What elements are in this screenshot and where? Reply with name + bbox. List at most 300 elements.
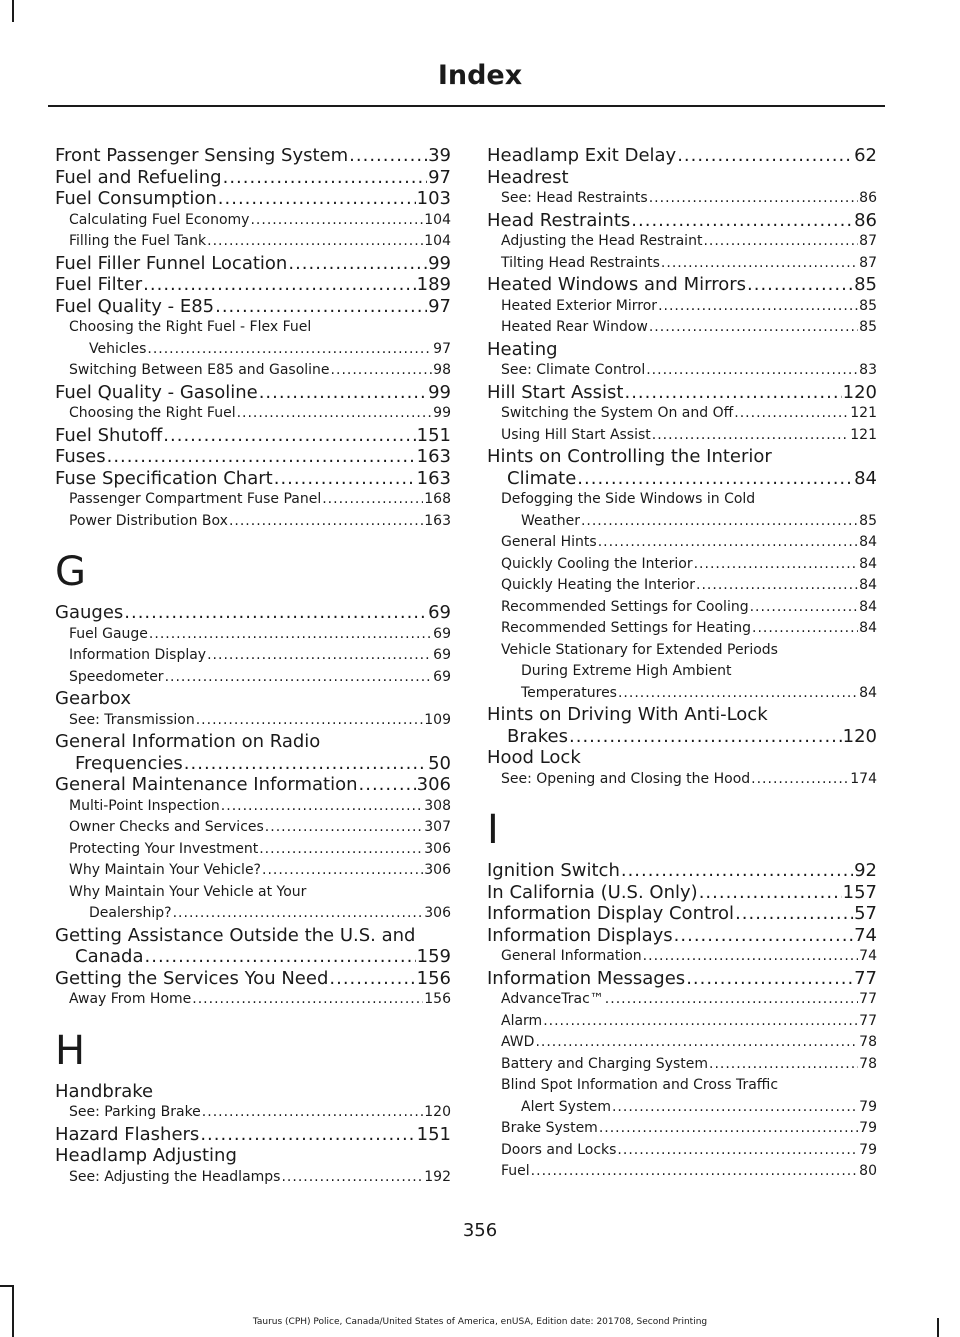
entry-text: Vehicles [89,340,147,357]
entry-text: Handbrake [55,1080,154,1102]
dot-leader [734,403,849,425]
dot-leader [165,667,433,689]
entry-text: Battery and Charging System [501,1055,708,1072]
index-subentry [55,710,451,732]
dot-leader [747,274,853,296]
entry-line [55,1124,451,1146]
dot-leader [694,554,859,576]
entry-page: 163 [416,467,451,489]
dot-leader [215,296,427,318]
index-entry [487,860,877,882]
dot-leader [149,624,432,646]
entry-text: See: Opening and Closing the Hood [501,770,751,787]
entry-text: Front Passenger Sensing System [55,145,349,166]
entry-text: Fuel [501,1163,530,1179]
entry-page: 86 [859,190,877,206]
section-letter: G [55,549,86,595]
index-subentry [55,667,451,689]
entry-text: Using Hill Start Assist [501,426,651,443]
dot-leader [677,145,853,167]
entry-page: 78 [859,1055,877,1072]
dot-leader [200,1124,415,1146]
entry-page: 97 [428,166,451,188]
entry-line [69,860,451,882]
entry-text: Blind Spot Information and Cross Traffic [501,1077,779,1093]
entry-line [55,968,451,990]
entry-page: 156 [424,991,451,1007]
entry-line [69,989,451,1011]
index-subentry [487,989,877,1011]
index-entry [55,602,451,624]
index-entry [55,296,451,318]
dot-leader [259,839,423,861]
index-subentry [55,403,451,425]
entry-page: 85 [859,319,877,335]
entry-line [487,382,877,404]
entry-text: Choosing the Right Fuel - Flex Fuel [69,319,312,335]
dot-leader [531,1161,859,1183]
entry-line [501,1011,877,1033]
entry-page: 99 [428,252,451,274]
entry-line [69,839,451,861]
entry-line [501,1118,877,1140]
entry-page: 306 [424,905,451,921]
index-subentry [55,989,451,1011]
index-subentry [487,403,877,425]
entry-text: Hill Start Assist [487,381,624,403]
entry-page: 84 [859,555,877,572]
index-entry [55,1124,451,1146]
entry-line [501,1161,877,1183]
index-entry [55,688,451,710]
dot-leader [617,1140,858,1162]
dot-leader [598,532,858,554]
entry-page: 85 [859,297,877,314]
index-subentry [55,511,451,533]
entry-text: Climate [507,467,577,489]
dot-leader [643,946,859,968]
index-subentry [55,817,451,839]
entry-page: 78 [859,1034,877,1050]
index-entry [55,167,451,189]
entry-line [55,425,451,447]
entry-line [501,683,877,705]
entry-line [69,903,451,925]
entry-page: 192 [424,1168,451,1185]
index-subentry [487,425,877,447]
entry-text: Temperatures [521,684,617,701]
entry-page: 151 [416,424,451,446]
entry-line [501,296,877,318]
entry-line [69,645,451,667]
dot-leader [124,602,427,624]
entry-page: 92 [854,860,877,881]
dot-leader [349,145,427,167]
index-subentry [55,317,451,360]
index-subentry [487,1161,877,1183]
entry-page: 159 [416,946,451,967]
entry-page: 84 [854,467,877,489]
entry-text: Heated Exterior Mirror [501,297,658,314]
dot-leader [750,597,859,619]
dot-leader [703,231,858,253]
entry-text: Gauges [55,602,124,623]
entry-text: Alarm [501,1012,543,1029]
entry-line [501,575,877,597]
entry-line [501,317,877,339]
entry-text: AdvanceTrac™ [501,991,604,1007]
entry-line [501,253,877,275]
entry-page: 77 [859,1012,877,1029]
index-entry [487,145,877,167]
index-subentry [55,360,451,382]
entry-text: Away From Home [69,991,192,1007]
dot-leader [581,511,858,533]
entry-text: Doors and Locks [501,1141,617,1158]
entry-text: In California (U.S. Only) [487,881,698,903]
entry-text: Canada [75,946,144,967]
entry-page: 80 [859,1163,877,1179]
entry-line [501,511,877,533]
entry-line [69,360,451,382]
entry-line [487,860,877,882]
index-subentry [55,645,451,667]
entry-page: 84 [859,684,877,701]
entry-text: Choosing the Right Fuel [69,405,236,421]
entry-line [69,339,451,361]
entry-line [501,618,877,640]
entry-text: Dealership? [89,905,172,921]
entry-page: 99 [433,405,451,421]
dot-leader [192,989,423,1011]
entry-line [501,425,877,447]
entry-page: 306 [424,840,451,857]
entry-page: 121 [850,405,877,421]
index-entry [487,747,877,769]
entry-line [501,1054,877,1076]
entry-text: Fuses [55,446,106,467]
entry-text: Hints on Controlling the Interior [487,446,772,467]
dot-leader [612,1097,858,1119]
entry-line [55,946,451,968]
index-entry [55,731,451,774]
dot-leader [229,511,423,533]
dot-leader [661,253,858,275]
entry-text: General Information on Radio [55,731,321,752]
entry-text: Brakes [507,725,569,747]
dot-leader [674,925,853,947]
entry-line [501,1140,877,1162]
entry-text: Head Restraints [487,209,631,231]
index-subentry [55,839,451,861]
dot-leader [145,946,416,968]
dot-leader [207,231,423,253]
entry-line [55,253,451,275]
index-subentry [487,1032,877,1054]
crop-mark [12,20,14,22]
entry-page: 86 [854,209,877,231]
dot-leader [709,1054,858,1076]
dot-leader [223,167,428,189]
entry-line [487,968,877,990]
entry-text: Information Messages [487,967,686,989]
entry-text: Heated Rear Window [501,319,648,335]
entry-text: Getting Assistance Outside the U.S. and [55,924,416,946]
entry-line [69,710,451,732]
index-subentry [487,188,877,210]
entry-text: Fuel Filter [55,274,143,295]
dot-leader [143,274,415,296]
entry-text: Frequencies [75,752,183,774]
entry-text: Headlamp Adjusting [55,1145,237,1166]
dot-leader [535,1032,858,1054]
index-subentry [55,796,451,818]
entry-text: See: Climate Control [501,362,646,378]
section-letter: I [487,807,499,853]
dot-leader [631,210,853,232]
index-subentry [487,231,877,253]
entry-page: 85 [854,274,877,295]
entry-text: Power Distribution Box [69,512,228,529]
entry-line [487,726,877,748]
index-entry [487,167,877,189]
entry-page: 103 [416,188,451,209]
entry-line [55,753,451,775]
index-entry [55,145,451,167]
entry-page: 120 [424,1104,451,1120]
entry-text: Multi-Point Inspection [69,797,220,814]
dot-leader [649,188,858,210]
index-entry [55,1145,451,1167]
entry-line [501,360,877,382]
index-subentry [487,253,877,275]
entry-page: 121 [850,426,877,443]
entry-line [69,1167,451,1189]
entry-text: During Extreme High Ambient [521,663,732,679]
dot-leader [569,726,842,748]
entry-line [69,511,451,533]
dot-leader [147,339,432,361]
index-subentry [487,296,877,318]
entry-page: 306 [424,862,451,878]
dot-leader [686,968,853,990]
dot-leader [331,360,433,382]
entry-page: 104 [424,233,451,249]
index-subentry [55,231,451,253]
header-rule [48,105,885,107]
entry-text: Why Maintain Your Vehicle? [69,862,261,878]
dot-leader [262,860,423,882]
index-subentry [487,360,877,382]
index-subentry [487,618,877,640]
entry-text: Fuel Gauge [69,625,148,642]
entry-page: 109 [424,711,451,728]
index-entry [55,925,451,968]
index-subentry [55,1167,451,1189]
entry-line [501,597,877,619]
entry-line [69,231,451,253]
index-entry [487,968,877,990]
entry-text: Weather [521,512,580,529]
entry-page: 85 [859,512,877,529]
entry-text: General Information [501,948,642,964]
entry-text: Hazard Flashers [55,1123,200,1145]
entry-text: See: Adjusting the Headlamps [69,1168,281,1185]
entry-page: 84 [859,598,877,615]
dot-leader [618,683,858,705]
entry-line [69,667,451,689]
index-entry [55,446,451,468]
dot-leader [605,989,858,1011]
dot-leader [250,210,423,232]
dot-leader [196,710,424,732]
entry-line [55,274,451,296]
entry-page: 69 [433,668,451,685]
dot-leader [621,860,853,882]
dot-leader [735,903,853,925]
entry-line [501,188,877,210]
entry-text: Owner Checks and Services [69,819,264,835]
entry-page: 308 [424,797,451,814]
dot-leader [652,425,849,447]
entry-text: Hints on Driving With Anti-Lock [487,704,768,725]
entry-text: Getting the Services You Need [55,967,329,989]
entry-page: 84 [859,620,877,636]
index-entry [55,382,451,404]
entry-line [69,489,451,511]
entry-page: 163 [416,446,451,467]
dot-leader [221,796,423,818]
entry-line [487,903,877,925]
entry-page: 77 [854,967,877,989]
index-entry [55,188,451,210]
entry-text: Speedometer [69,668,164,685]
entry-text: See: Transmission [69,711,195,728]
entry-line [487,468,877,490]
entry-text: Why Maintain Your Vehicle at Your [69,883,307,900]
entry-page: 83 [859,362,877,378]
index-entry [487,339,877,361]
entry-text: Hood Lock [487,747,581,768]
index-subentry [487,640,877,705]
entry-text: Information Displays [487,924,673,946]
footer-text: Taurus (CPH) Police, Canada/United States of America, enUSA, Edition date: 201708, Second Printing [252,1317,708,1327]
entry-text: Information Display [69,647,207,663]
index-subentry [487,1054,877,1076]
dot-leader [163,425,415,447]
dot-leader [696,575,858,597]
entry-page: 69 [433,625,451,642]
entry-page: 77 [859,991,877,1007]
entry-page: 69 [433,647,451,663]
index-entry [55,425,451,447]
dot-leader [259,382,427,404]
entry-page: 79 [859,1098,877,1115]
entry-text: Vehicle Stationary for Extended Periods [501,641,778,658]
dot-leader [649,317,858,339]
index-entry [487,274,877,296]
entry-line [501,532,877,554]
index-entry [487,704,877,747]
entry-page: 174 [850,770,877,787]
entry-page: 306 [416,774,451,795]
index-entry [487,882,877,904]
entry-line [55,468,451,490]
entry-text: Tilting Head Restraints [501,254,660,271]
crop-mark [12,0,14,22]
index-entry [487,446,877,489]
entry-line [487,145,877,167]
entry-text: See: Head Restraints [501,190,648,206]
index-subentry [487,1140,877,1162]
entry-page: 189 [416,274,451,295]
index-subentry [487,769,877,791]
entry-text: Recommended Settings for Heating [501,620,752,636]
dot-leader [699,882,842,904]
dot-leader [599,1118,858,1140]
index-subentry [487,1118,877,1140]
entry-line [487,274,877,296]
index-entry [55,468,451,490]
entry-page: 98 [433,362,451,378]
entry-page: 163 [424,512,451,529]
entry-text: Adjusting the Head Restraint [501,233,703,249]
entry-text: Defogging the Side Windows in Cold [501,491,756,507]
entry-page: 97 [428,295,451,317]
entry-line [55,774,451,796]
entry-page: 84 [859,577,877,593]
entry-line [69,210,451,232]
entry-page: 69 [428,602,451,623]
dot-leader [288,253,427,275]
entry-page: 74 [859,948,877,964]
dot-leader [646,360,858,382]
entry-text: Switching Between E85 and Gasoline [69,362,330,378]
entry-line [501,403,877,425]
entry-text: Gearbox [55,688,131,709]
entry-text: Fuel Filler Funnel Location [55,252,288,274]
entry-line [501,661,877,683]
index-column-right [487,145,877,1183]
entry-text: Information Display Control [487,903,735,924]
entry-text: Protecting Your Investment [69,840,259,857]
entry-page: 168 [424,491,451,507]
page-title: Index [437,60,523,91]
entry-line [487,925,877,947]
entry-line [55,446,451,468]
entry-text: Switching the System On and Off [501,405,734,421]
entry-text: Filling the Fuel Tank [69,233,207,249]
entry-page: 74 [854,924,877,946]
entry-text: Fuel Quality - E85 [55,295,215,317]
entry-line [69,796,451,818]
entry-line [55,188,451,210]
entry-text: Fuel Quality - Gasoline [55,381,258,403]
entry-page: 87 [859,254,877,271]
dot-leader [265,817,423,839]
entry-line [487,210,877,232]
entry-line [501,1032,877,1054]
dot-leader [173,903,424,925]
index-entry [487,210,877,232]
section-letter: H [55,1027,86,1074]
crop-mark [0,1285,14,1287]
entry-line [501,946,877,968]
index-subentry [487,597,877,619]
index-subentry [487,532,877,554]
entry-page: 39 [428,145,451,166]
entry-text: Brake System [501,1120,598,1136]
